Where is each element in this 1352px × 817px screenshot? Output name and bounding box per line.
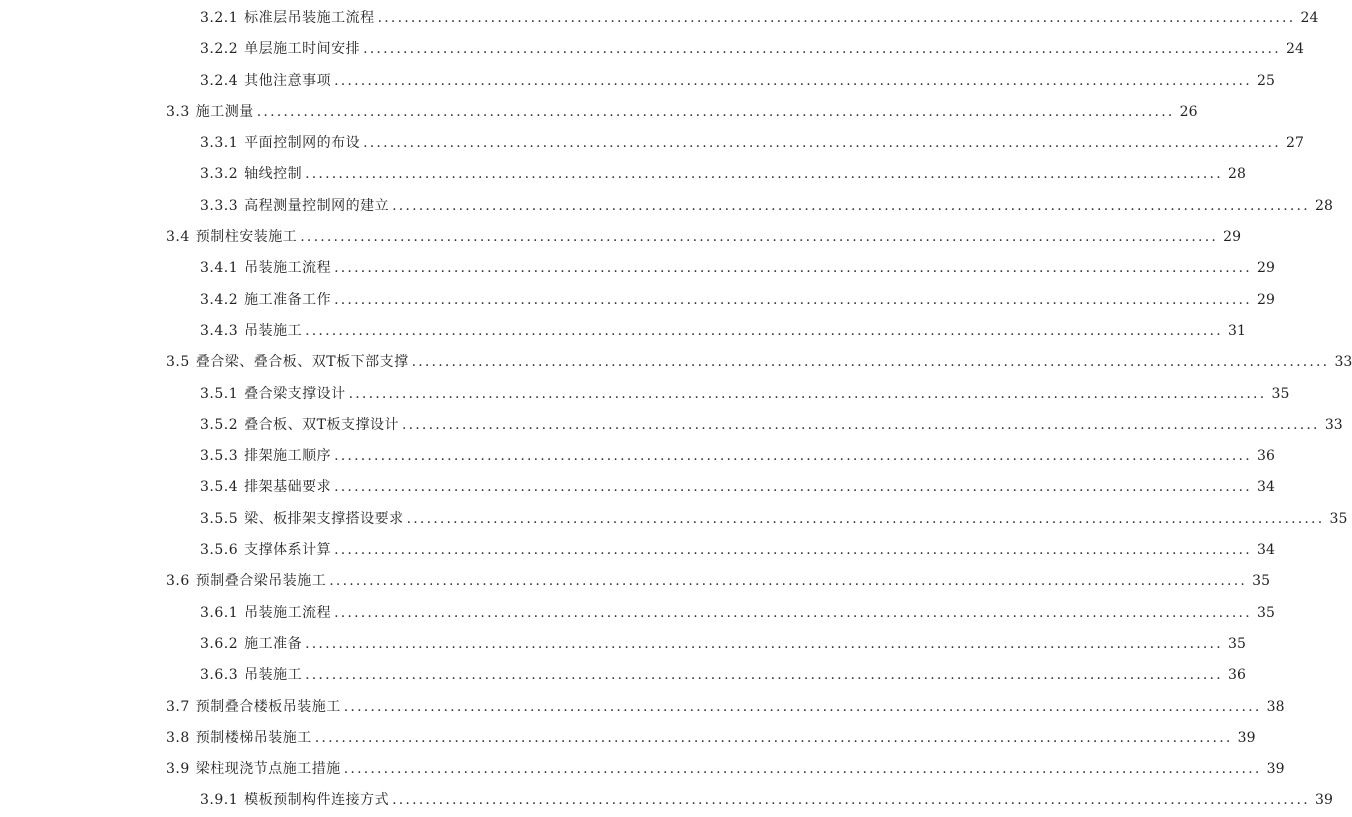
toc-entry-number: 3.2.2: [200, 41, 239, 58]
toc-entry[interactable]: [0, 191, 1333, 222]
toc-entry-number: 3.5: [166, 354, 190, 371]
toc-entry-page-number: 29: [1257, 260, 1275, 277]
toc-entry-number: 3.4.3: [200, 322, 239, 339]
toc-dot-leader: ..........................................................................................................................................: [300, 229, 1218, 246]
toc-entry-number: 3.9: [166, 761, 190, 778]
toc-entry-title: 梁、板排架支撑搭设要求: [244, 510, 404, 527]
toc-entry-page-number: 35: [1329, 510, 1348, 527]
toc-entry-number: 3.6.3: [200, 667, 239, 684]
toc-entry-line: [200, 535, 1275, 566]
toc-entry-line: [166, 566, 1270, 597]
toc-entry-line: [200, 504, 1348, 535]
toc-entry-page-number: 39: [1315, 792, 1333, 809]
toc-entry-title: 支撑体系计算: [244, 542, 332, 559]
toc-entry-page-number: 25: [1257, 72, 1275, 89]
toc-entry-title: 预制叠合梁吊装施工: [195, 573, 327, 590]
toc-entry-page-number: 39: [1237, 729, 1256, 746]
toc-dot-leader: ..........................................................................................................................................: [334, 479, 1252, 496]
toc-entry-line: [166, 222, 1241, 253]
toc-entry-number: 3.5.6: [200, 542, 239, 559]
toc-entry-page-number: 33: [1334, 354, 1352, 371]
toc-entry[interactable]: [0, 785, 1333, 816]
toc-entry-line: [200, 379, 1290, 410]
toc-dot-leader: ..........................................................................................................................................: [363, 41, 1281, 58]
toc-entry[interactable]: [0, 379, 1290, 410]
toc-dot-leader: ..........................................................................................................................................: [256, 103, 1175, 120]
toc-entry-line: [200, 128, 1304, 159]
toc-entry-line: [200, 660, 1246, 691]
toc-entry-line: [200, 34, 1304, 65]
toc-entry-page-number: 33: [1324, 416, 1343, 433]
toc-entry-title: 平面控制网的布设: [244, 135, 361, 152]
toc-entry-line: [200, 629, 1246, 660]
toc-entry-number: 3.5.2: [200, 416, 239, 433]
toc-entry-line: [200, 441, 1275, 472]
toc-entry-number: 3.4.1: [200, 260, 239, 277]
toc-entry-number: 3.9.1: [200, 792, 239, 809]
toc-entry-number: 3.7: [166, 698, 190, 715]
toc-entry-page-number: 38: [1266, 698, 1285, 715]
toc-entry-number: 3.5.1: [200, 385, 239, 402]
toc-entry-page-number: 35: [1257, 604, 1275, 621]
toc-dot-leader: ..........................................................................................................................................: [348, 385, 1267, 402]
toc-entry-line: [200, 253, 1275, 284]
toc-entry[interactable]: [0, 159, 1246, 190]
toc-entry-page-number: 24: [1300, 10, 1319, 26]
toc-entry-number: 3.3: [166, 103, 190, 120]
toc-entry[interactable]: [0, 66, 1275, 97]
toc-dot-leader: ..........................................................................................................................................: [314, 729, 1233, 746]
toc-entry[interactable]: [0, 598, 1275, 629]
toc-entry[interactable]: [0, 660, 1246, 691]
toc-entry-line: [166, 754, 1285, 785]
toc-entry-page-number: 36: [1257, 448, 1275, 465]
toc-entry[interactable]: [0, 629, 1246, 660]
toc-entry[interactable]: [0, 410, 1343, 441]
toc-dot-leader: ..........................................................................................................................................: [305, 322, 1223, 339]
toc-entry-line: [200, 410, 1343, 441]
toc-entry-line: [200, 191, 1333, 222]
toc-entry-title: 轴线控制: [244, 166, 303, 183]
toc-entry-page-number: 26: [1179, 103, 1198, 120]
toc-entry-title: 标准层吊装施工流程: [244, 10, 375, 26]
toc-entry-page-number: 28: [1228, 166, 1246, 183]
toc-dot-leader: ..........................................................................................................................................: [406, 510, 1325, 527]
toc-entry-title: 施工测量: [195, 103, 254, 120]
toc-entry-number: 3.6.2: [200, 635, 239, 652]
toc-entry-number: 3.6: [166, 573, 190, 590]
toc-dot-leader: ..........................................................................................................................................: [305, 166, 1223, 183]
toc-entry-number: 3.2.4: [200, 72, 239, 89]
toc-entry-title: 预制柱安装施工: [195, 229, 298, 246]
toc-entry-title: 吊装施工流程: [244, 260, 332, 277]
toc-entry-line: [166, 692, 1285, 723]
toc-entry-title: 预制楼梯吊装施工: [195, 729, 312, 746]
toc-dot-leader: ..........................................................................................................................................: [334, 260, 1252, 277]
toc-dot-leader: ..........................................................................................................................................: [305, 635, 1223, 652]
toc-entry-line: [200, 785, 1333, 816]
toc-entry-number: 3.3.3: [200, 197, 239, 214]
toc-dot-leader: ..........................................................................................................................................: [411, 354, 1330, 371]
toc-entry-title: 叠合板、双T板支撑设计: [244, 416, 399, 433]
toc-dot-leader: ..........................................................................................................................................: [401, 416, 1320, 433]
toc-entry-line: [166, 97, 1198, 128]
toc-entry-page-number: 31: [1228, 322, 1246, 339]
toc-entry-title: 高程测量控制网的建立: [244, 197, 390, 214]
toc-entry-line: [200, 316, 1246, 347]
toc-entry-title: 吊装施工: [244, 667, 303, 684]
toc-entry-page-number: 35: [1271, 385, 1290, 402]
toc-entry-title: 预制叠合楼板吊装施工: [195, 698, 341, 715]
toc-entry[interactable]: [0, 692, 1285, 723]
toc-dot-leader: ..........................................................................................................................................: [377, 10, 1296, 26]
toc-entry[interactable]: [0, 441, 1275, 472]
toc-entry-line: [200, 598, 1275, 629]
toc-dot-leader: ..........................................................................................................................................: [305, 667, 1223, 684]
toc-entry-number: 3.4.2: [200, 291, 239, 308]
toc-entry-number: 3.3.2: [200, 166, 239, 183]
toc-dot-leader: ..........................................................................................................................................: [334, 448, 1252, 465]
toc-dot-leader: ..........................................................................................................................................: [392, 197, 1310, 214]
toc-entry[interactable]: [0, 3, 1319, 34]
toc-entry-page-number: 34: [1257, 542, 1275, 559]
toc-entry-title: 叠合梁支撑设计: [244, 385, 346, 402]
toc-entry-page-number: 24: [1286, 41, 1304, 58]
toc-entry-number: 3.6.1: [200, 604, 239, 621]
toc-entry-number: 3.3.1: [200, 135, 239, 152]
toc-entry-page-number: 29: [1257, 291, 1275, 308]
toc-entry-page-number: 28: [1315, 197, 1333, 214]
toc-dot-leader: ..........................................................................................................................................: [392, 792, 1310, 809]
toc-entry-page-number: 29: [1223, 229, 1241, 246]
toc-entry-title: 其他注意事项: [244, 72, 332, 89]
toc-dot-leader: ..........................................................................................................................................: [329, 573, 1247, 590]
toc-dot-leader: ..........................................................................................................................................: [363, 135, 1281, 152]
toc-entry-line: [200, 3, 1319, 34]
toc-entry[interactable]: [0, 472, 1275, 503]
toc-entry[interactable]: [0, 285, 1275, 316]
toc-entry[interactable]: [0, 97, 1198, 128]
toc-entry-page-number: 36: [1228, 667, 1246, 684]
toc-entry[interactable]: [0, 347, 1352, 378]
toc-entry-title: 吊装施工: [244, 322, 303, 339]
toc-entry[interactable]: [0, 222, 1241, 253]
toc-entry-page-number: 35: [1252, 573, 1270, 590]
toc-entry-page-number: 27: [1286, 135, 1304, 152]
toc-dot-leader: ..........................................................................................................................................: [334, 542, 1252, 559]
table-of-contents: [0, 3, 1352, 817]
toc-entry-line: [200, 159, 1246, 190]
toc-entry-page-number: 39: [1266, 761, 1285, 778]
toc-entry-title: 梁柱现浇节点施工措施: [195, 761, 341, 778]
toc-entry-title: 施工准备: [244, 635, 303, 652]
toc-entry-title: 排架基础要求: [244, 479, 332, 496]
toc-entry-line: [166, 347, 1352, 378]
toc-entry-line: [166, 723, 1256, 754]
toc-entry[interactable]: [0, 504, 1348, 535]
toc-entry-page-number: 35: [1228, 635, 1246, 652]
toc-entry[interactable]: [0, 253, 1275, 284]
toc-entry-number: 3.5.3: [200, 448, 239, 465]
toc-dot-leader: ..........................................................................................................................................: [334, 604, 1252, 621]
toc-entry-line: [200, 66, 1275, 97]
toc-entry-number: 3.5.4: [200, 479, 239, 496]
toc-entry-title: 施工准备工作: [244, 291, 332, 308]
toc-dot-leader: ..........................................................................................................................................: [343, 698, 1262, 715]
toc-dot-leader: ..........................................................................................................................................: [334, 72, 1252, 89]
toc-entry[interactable]: [0, 535, 1275, 566]
toc-entry-title: 叠合梁、叠合板、双T板下部支撑: [195, 354, 409, 371]
toc-entry-title: 吊装施工流程: [244, 604, 332, 621]
toc-entry-title: 排架施工顺序: [244, 448, 332, 465]
toc-entry[interactable]: [0, 566, 1270, 597]
toc-entry-page-number: 34: [1257, 479, 1275, 496]
toc-entry-number: 3.8: [166, 729, 190, 746]
toc-entry[interactable]: [0, 34, 1304, 65]
toc-entry[interactable]: [0, 128, 1304, 159]
toc-entry-number: 3.2.1: [200, 10, 239, 26]
toc-dot-leader: ..........................................................................................................................................: [343, 761, 1262, 778]
toc-entry-title: 模板预制构件连接方式: [244, 792, 390, 809]
toc-entry-line: [200, 472, 1275, 503]
toc-entry-line: [200, 285, 1275, 316]
toc-entry[interactable]: [0, 316, 1246, 347]
toc-dot-leader: ..........................................................................................................................................: [334, 291, 1252, 308]
toc-entry[interactable]: [0, 754, 1285, 785]
toc-entry-number: 3.5.5: [200, 510, 239, 527]
toc-entry-title: 单层施工时间安排: [244, 41, 361, 58]
toc-entry[interactable]: [0, 723, 1256, 754]
toc-entry-number: 3.4: [166, 229, 190, 246]
